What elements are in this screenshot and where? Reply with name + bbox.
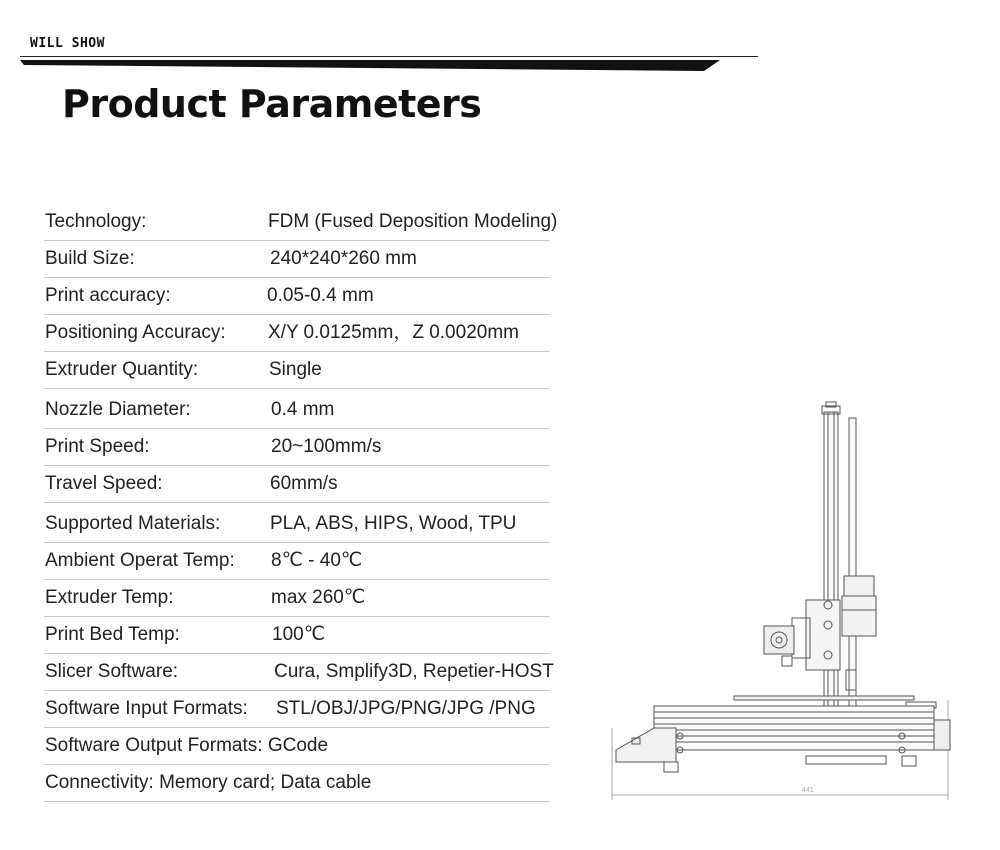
param-row-build-size bbox=[44, 241, 550, 278]
param-row-extruder-temp bbox=[44, 580, 550, 617]
param-row-technology bbox=[44, 204, 558, 241]
param-value: 8℃ - 40℃ bbox=[271, 550, 363, 571]
param-value: X/Y 0.0125mm，Z 0.0020mm bbox=[268, 322, 519, 343]
param-label: Supported Materials: bbox=[45, 513, 221, 534]
param-label: Extruder Quantity: bbox=[45, 359, 199, 380]
param-row-supported-materials bbox=[44, 503, 550, 543]
param-label: Print Speed: bbox=[45, 436, 150, 457]
param-value: 100℃ bbox=[272, 624, 326, 645]
param-label: Ambient Operat Temp: bbox=[45, 550, 235, 571]
param-row-ambient-temp bbox=[44, 543, 550, 580]
dimension-label: 441 bbox=[802, 787, 814, 794]
param-value: 60mm/s bbox=[270, 473, 338, 494]
param-value: 0.05-0.4 mm bbox=[267, 285, 374, 306]
param-row-travel-speed bbox=[44, 466, 550, 503]
param-value: GCode bbox=[267, 735, 329, 756]
parameters-table bbox=[44, 204, 558, 802]
page-title: Product Parameters bbox=[62, 82, 482, 126]
param-value: 20~100mm/s bbox=[271, 436, 382, 457]
param-value: PLA, ABS, HIPS, Wood, TPU bbox=[270, 513, 517, 534]
param-row-print-bed-temp bbox=[44, 617, 550, 654]
param-value: STL/OBJ/JPG/PNG/JPG /PNG bbox=[276, 698, 536, 719]
param-label: Technology: bbox=[45, 211, 147, 232]
param-value: FDM (Fused Deposition Modeling) bbox=[268, 211, 558, 232]
brand-label: WILL SHOW bbox=[30, 36, 105, 51]
param-value: 240*240*260 mm bbox=[270, 248, 417, 269]
param-row-positioning-accuracy bbox=[44, 315, 550, 352]
param-label: Extruder Temp: bbox=[45, 587, 174, 608]
param-label: Software Output Formats: bbox=[45, 735, 263, 756]
param-label: Nozzle Diameter: bbox=[45, 399, 191, 420]
param-row-connectivity bbox=[44, 765, 550, 802]
param-value: Memory card; Data cable bbox=[159, 772, 372, 793]
param-value: max 260℃ bbox=[271, 587, 366, 608]
param-row-nozzle-diameter bbox=[44, 389, 550, 429]
param-label: Slicer Software: bbox=[45, 661, 179, 682]
param-label: Software Input Formats: bbox=[45, 698, 248, 719]
param-row-output-formats bbox=[44, 728, 550, 765]
param-label: Build Size: bbox=[45, 248, 135, 269]
param-label: Print Bed Temp: bbox=[45, 624, 180, 645]
param-label: Connectivity: bbox=[45, 772, 154, 793]
param-value: Cura, Smplify3D, Repetier-HOST bbox=[274, 661, 554, 682]
param-value: 0.4 mm bbox=[271, 399, 335, 420]
param-value: Single bbox=[269, 359, 322, 380]
param-label: Travel Speed: bbox=[45, 473, 163, 494]
param-row-print-accuracy bbox=[44, 278, 550, 315]
param-label: Positioning Accuracy: bbox=[45, 322, 226, 343]
param-row-input-formats bbox=[44, 691, 550, 728]
param-row-print-speed bbox=[44, 429, 550, 466]
param-row-extruder-quantity bbox=[44, 352, 550, 389]
header-accent-bar bbox=[20, 57, 720, 73]
param-row-slicer-software bbox=[44, 654, 554, 691]
param-label: Print accuracy: bbox=[45, 285, 171, 306]
printer-illustration bbox=[606, 400, 956, 805]
